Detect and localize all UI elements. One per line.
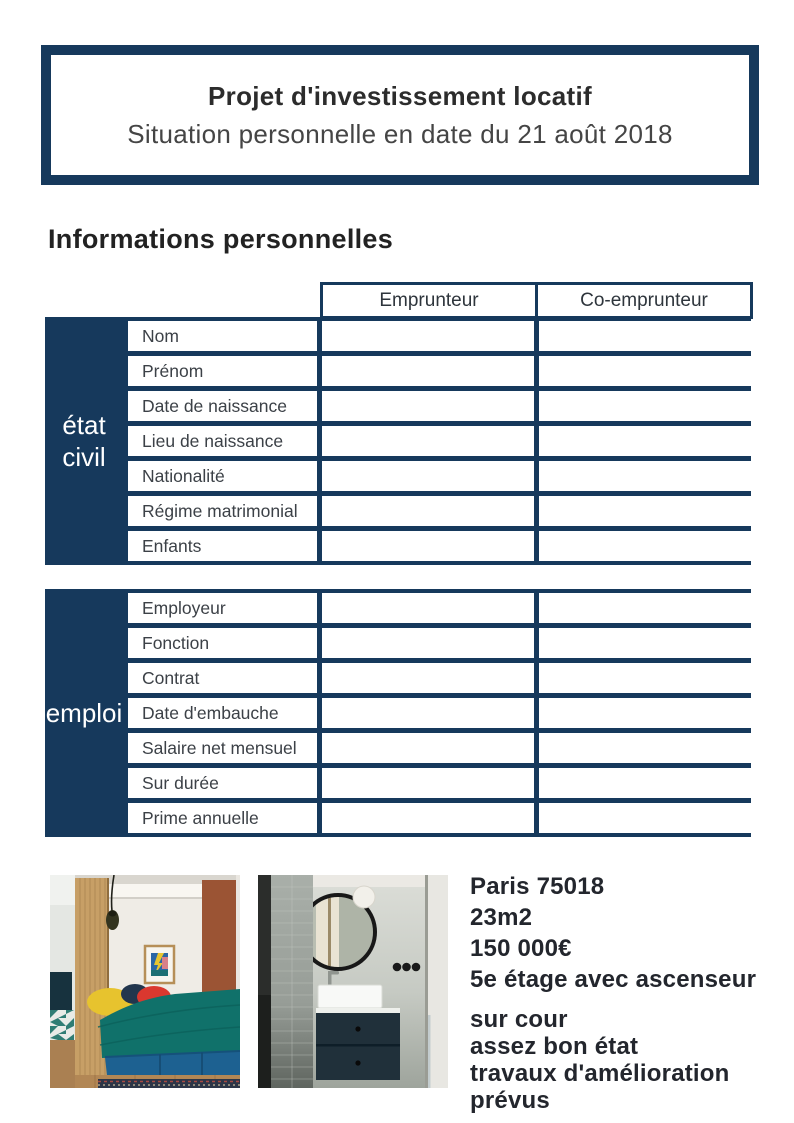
document-title: Projet d'investissement locatif — [208, 80, 592, 111]
property-location: Paris 75018 — [470, 873, 605, 900]
row-label-date-embauche: Date d'embauche — [128, 698, 317, 728]
column-header-co-emprunteur: Co-emprunteur — [538, 285, 750, 316]
document-subtitle: Situation personnelle en date du 21 août 2018 — [127, 118, 673, 149]
bedroom-photo — [50, 875, 240, 1088]
property-description — [470, 871, 788, 1114]
value-cell-salaire-emprunteur — [322, 733, 534, 763]
bathroom-photo — [258, 875, 448, 1088]
etat-civil-sidebar-label: état civil — [62, 409, 106, 472]
value-cell-prime-emprunteur — [322, 803, 534, 833]
row-label-prime: Prime annuelle — [128, 803, 317, 833]
property-details — [470, 1006, 788, 1114]
value-cell-nom-emprunteur — [322, 321, 534, 351]
row-label-sur-duree: Sur durée — [128, 768, 317, 798]
value-cell-enfants-co-emprunteur — [539, 531, 751, 561]
property-price: 150 000€ — [470, 935, 572, 962]
value-cell-prenom-emprunteur — [322, 356, 534, 386]
value-cell-prenom-co-emprunteur — [539, 356, 751, 386]
value-cell-employeur-emprunteur — [322, 593, 534, 623]
property-detail-exposure: sur cour — [470, 1006, 568, 1033]
value-cell-fonction-emprunteur — [322, 628, 534, 658]
section-title: Informations personnelles — [48, 224, 394, 254]
value-cell-lieu-naissance-emprunteur — [322, 426, 534, 456]
value-cell-nom-co-emprunteur — [539, 321, 751, 351]
row-label-nom: Nom — [128, 321, 317, 351]
property-floor: 5e étage avec ascenseur — [470, 966, 757, 993]
column-header-row — [320, 282, 753, 319]
value-cell-regime-co-emprunteur — [539, 496, 751, 526]
row-label-fonction: Fonction — [128, 628, 317, 658]
title-banner — [41, 45, 759, 185]
value-cell-enfants-emprunteur — [322, 531, 534, 561]
row-label-salaire: Salaire net mensuel — [128, 733, 317, 763]
value-cell-contrat-co-emprunteur — [539, 663, 751, 693]
value-cell-regime-emprunteur — [322, 496, 534, 526]
value-cell-nationalite-co-emprunteur — [539, 461, 751, 491]
value-cell-lieu-naissance-co-emprunteur — [539, 426, 751, 456]
row-label-contrat: Contrat — [128, 663, 317, 693]
value-cell-date-naissance-co-emprunteur — [539, 391, 751, 421]
value-cell-date-naissance-emprunteur — [322, 391, 534, 421]
value-cell-duree-co-emprunteur — [539, 768, 751, 798]
row-label-prenom: Prénom — [128, 356, 317, 386]
column-header-emprunteur: Emprunteur — [323, 285, 535, 316]
value-cell-embauche-emprunteur — [322, 698, 534, 728]
emploi-table — [45, 589, 751, 837]
value-cell-prime-co-emprunteur — [539, 803, 751, 833]
row-label-date-naissance: Date de naissance — [128, 391, 317, 421]
etat-civil-table — [45, 317, 751, 565]
value-cell-salaire-co-emprunteur — [539, 733, 751, 763]
property-surface: 23m2 — [470, 904, 533, 931]
value-cell-nationalite-emprunteur — [322, 461, 534, 491]
row-label-employeur: Employeur — [128, 593, 317, 623]
value-cell-fonction-co-emprunteur — [539, 628, 751, 658]
row-label-regime-matrimonial: Régime matrimonial — [128, 496, 317, 526]
value-cell-contrat-emprunteur — [322, 663, 534, 693]
row-label-lieu-naissance: Lieu de naissance — [128, 426, 317, 456]
value-cell-employeur-co-emprunteur — [539, 593, 751, 623]
value-cell-embauche-co-emprunteur — [539, 698, 751, 728]
row-label-enfants: Enfants — [128, 531, 317, 561]
row-label-nationalite: Nationalité — [128, 461, 317, 491]
emploi-sidebar-label: emploi — [45, 697, 123, 728]
property-detail-works: travaux d'amélioration prévus — [470, 1060, 730, 1114]
property-detail-condition: assez bon état — [470, 1033, 639, 1060]
value-cell-duree-emprunteur — [322, 768, 534, 798]
